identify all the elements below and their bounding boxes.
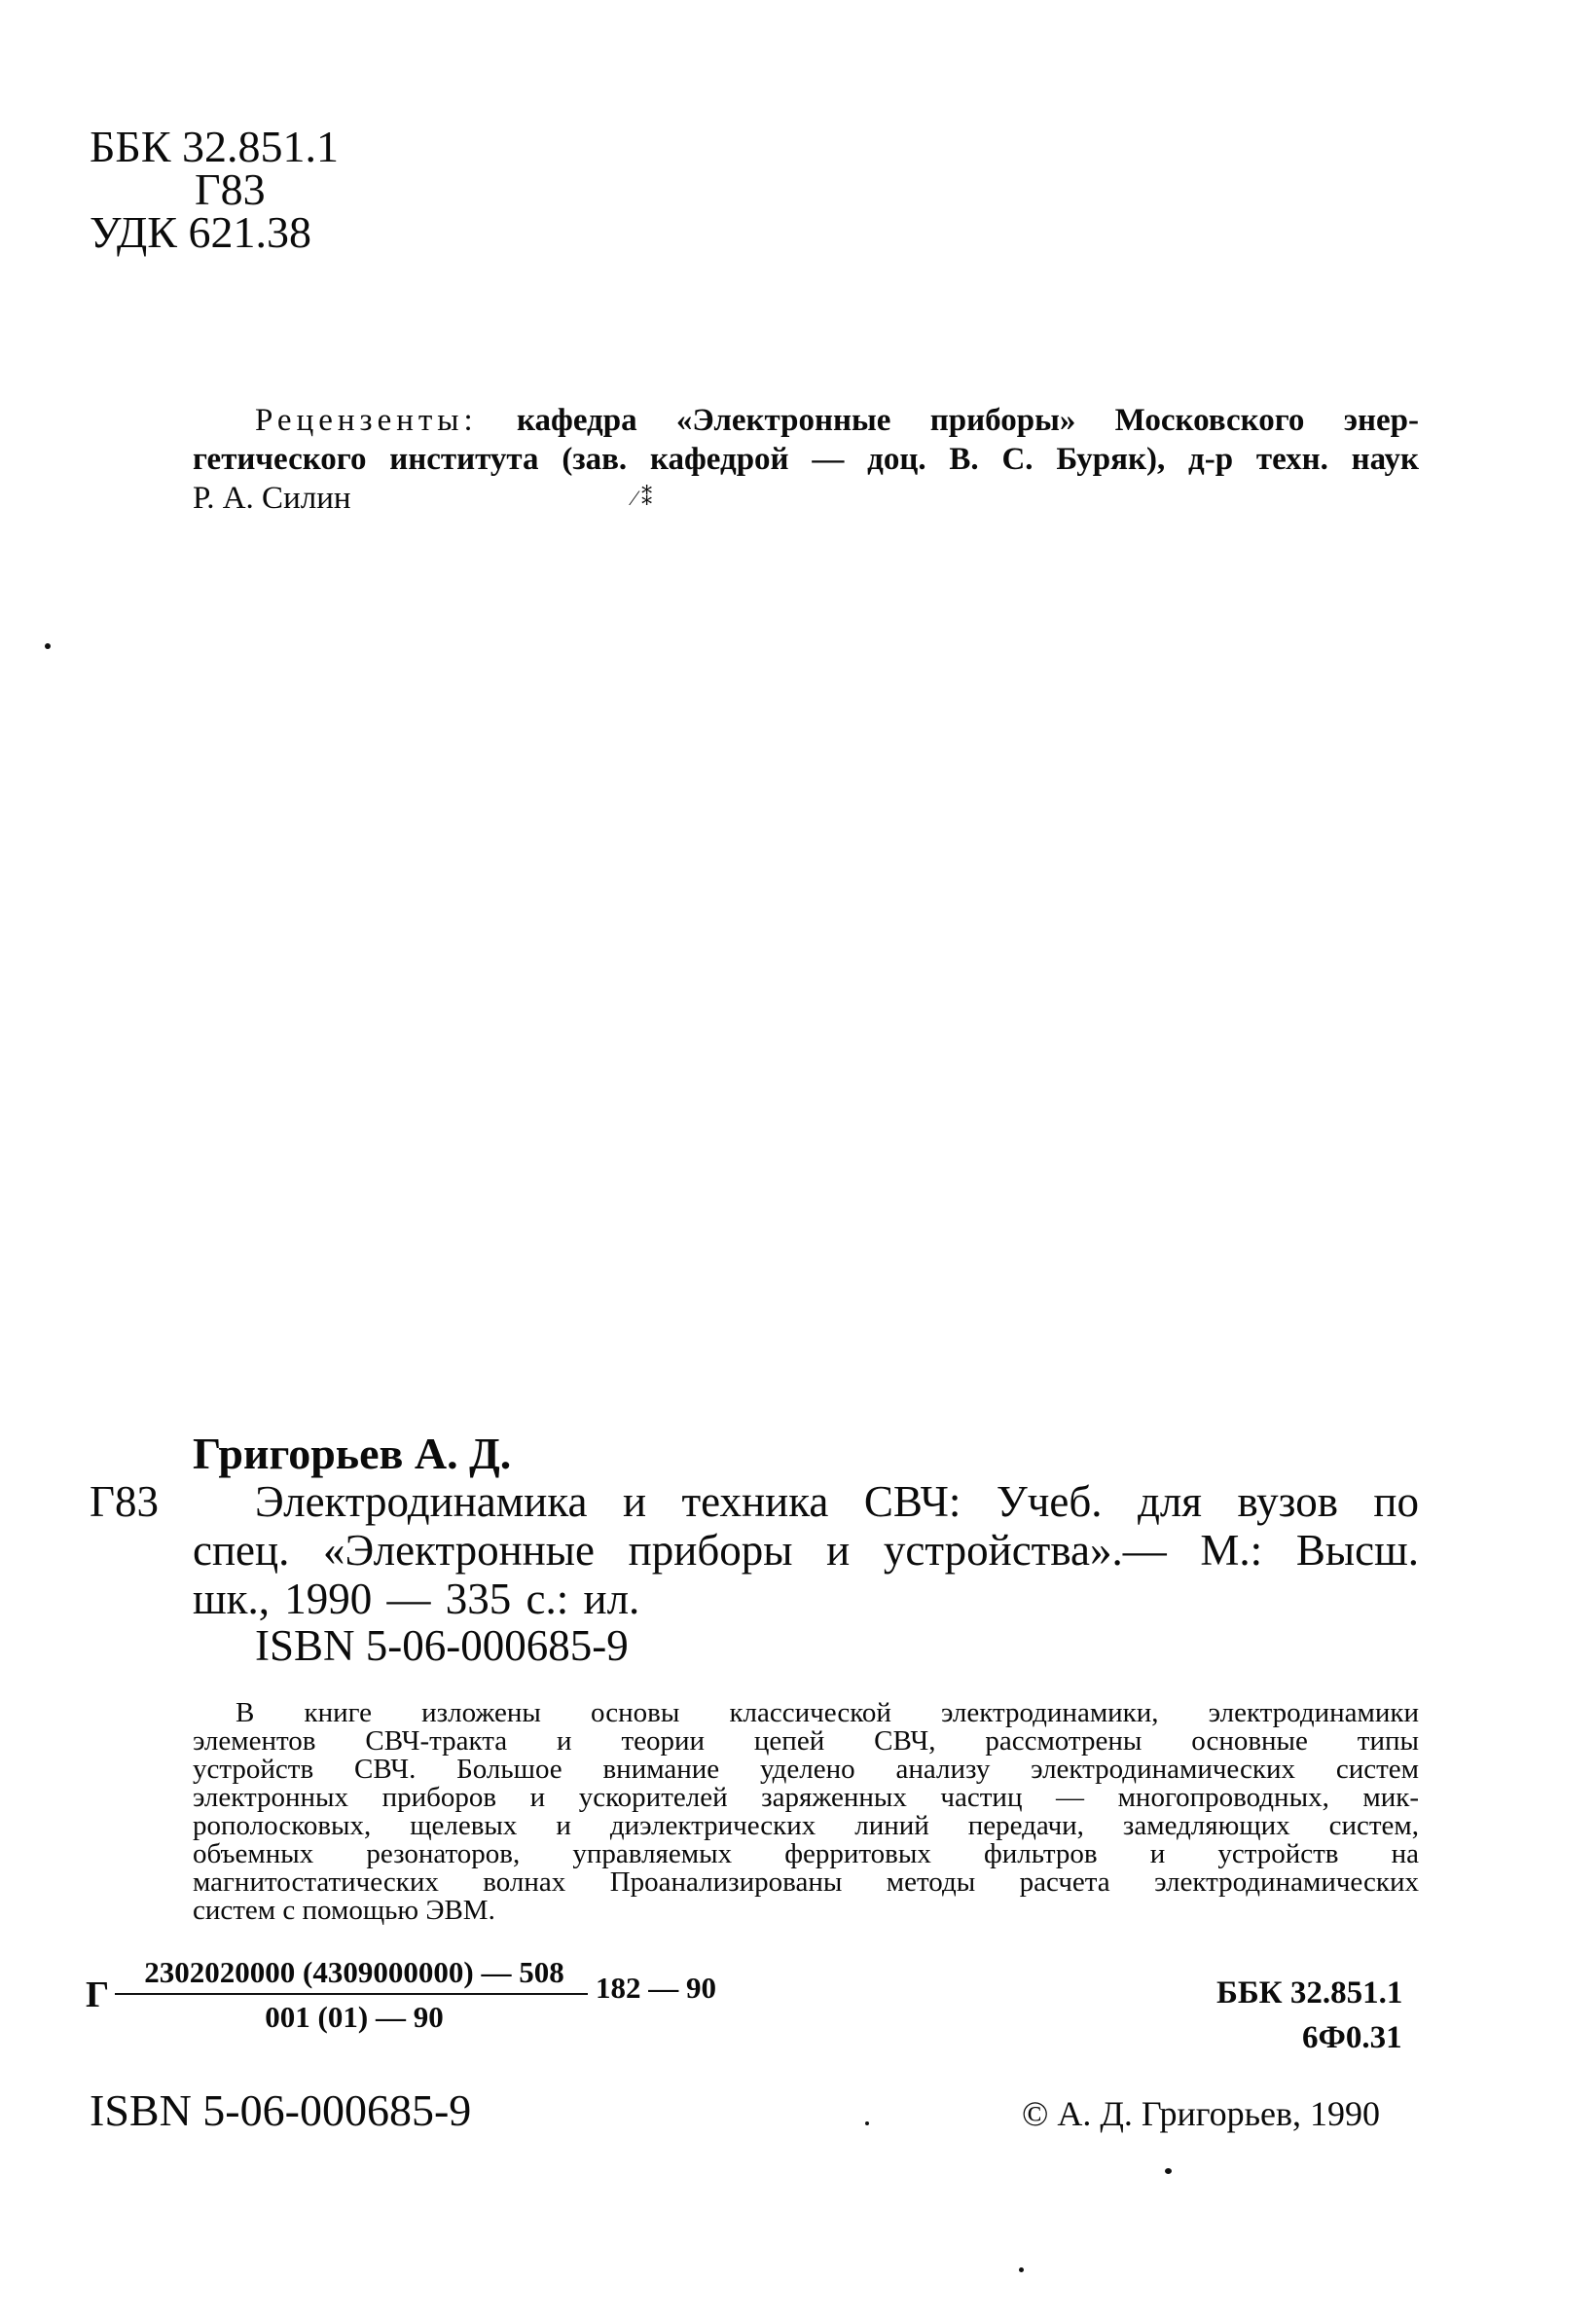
abstract-line: устройств СВЧ. Большое внимание уделено анализу электродинамических систем bbox=[193, 1754, 1419, 1785]
reviewers-block bbox=[255, 401, 1419, 440]
entry-title-line-2: спец. «Электронные приборы и устройства».— М.: Высш. bbox=[193, 1526, 1419, 1575]
entry-title-line-3: шк., 1990 — 335 с.: ил. bbox=[193, 1575, 640, 1623]
abstract-line: элементов СВЧ-тракта и теории цепей СВЧ, рассмотрены основные типы bbox=[193, 1725, 1419, 1757]
reviewers-line-1-text: кафедра «Электронные приборы» Московского энер- bbox=[516, 403, 1420, 438]
reviewers-label: Рецензенты: bbox=[255, 403, 478, 438]
bbk-right-line-1: ББК 32.851.1 bbox=[1216, 1975, 1403, 2011]
stray-mark: ⁄ ⁑ bbox=[633, 486, 653, 510]
abstract-line: объемных резонаторов, управляемых ферритовых фильтров и устройств на bbox=[193, 1838, 1419, 1869]
author-mark-code: Г83 bbox=[195, 164, 266, 214]
formula-suffix: 182 — 90 bbox=[596, 1971, 716, 2005]
abstract-line: рополосковых, щелевых и диэлектрических линий передачи, замедляющих систем, bbox=[193, 1810, 1419, 1841]
abstract-block bbox=[193, 1699, 1419, 1925]
scan-speck bbox=[1019, 2267, 1024, 2272]
entry-isbn: ISBN 5-06-000685-9 bbox=[255, 1621, 629, 1670]
entry-title-line-1: Электродинамика и техника СВЧ: Учеб. для вузов по bbox=[255, 1477, 1419, 1526]
bbk-right-line-2: 6Ф0.31 bbox=[1302, 2020, 1402, 2055]
bbk-code: ББК 32.851.1 bbox=[90, 122, 340, 171]
entry-author: Григорьев А. Д. bbox=[193, 1429, 512, 1478]
footer-isbn: ISBN 5-06-000685-9 bbox=[90, 2085, 472, 2135]
formula-numerator: 2302020000 (4309000000) — 508 bbox=[144, 1955, 564, 1989]
abstract-line: магнитостатических волнах Проанализированы методы расчета электродинамических bbox=[193, 1866, 1419, 1898]
formula-denominator: 001 (01) — 90 bbox=[265, 2000, 444, 2034]
reviewers-line-2: гетического института (зав. кафедрой — доц. В. С. Буряк), д-р техн. наук bbox=[193, 442, 1419, 477]
scan-speck bbox=[865, 2121, 869, 2125]
formula-fraction-bar bbox=[115, 1993, 588, 1995]
reviewers-line-3: Р. А. Силин bbox=[193, 481, 351, 516]
abstract-line: систем с помощью ЭВМ. bbox=[193, 1895, 495, 1926]
reviewers-line-1 bbox=[255, 401, 1419, 440]
udk-code: УДК 621.38 bbox=[90, 207, 311, 257]
formula-letter: Г bbox=[86, 1975, 110, 2015]
scan-speck bbox=[45, 643, 51, 649]
abstract-line: электронных приборов и ускорителей заряженных частиц — многопроводных, мик- bbox=[193, 1782, 1419, 1813]
abstract-line: В книге изложены основы классической электродинамики, электродинамики bbox=[236, 1697, 1419, 1728]
copyright-notice: © А. Д. Григорьев, 1990 bbox=[1022, 2094, 1380, 2133]
scan-speck bbox=[1165, 2168, 1172, 2174]
entry-code: Г83 bbox=[90, 1477, 160, 1526]
